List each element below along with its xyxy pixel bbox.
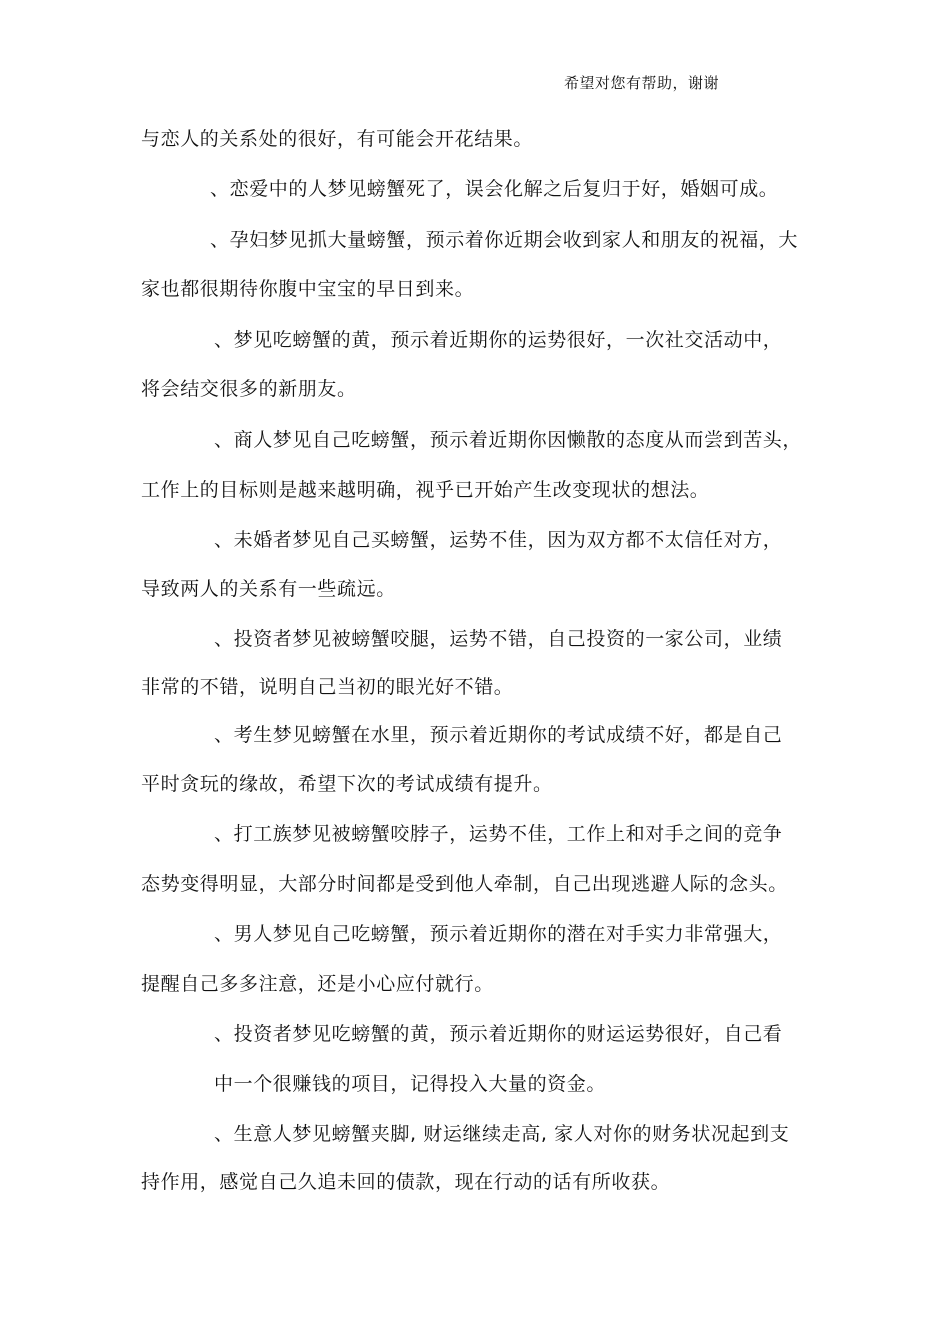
paragraph-line: 提醒自己多多注意，还是小心应付就行。 [141,973,494,995]
paragraph-line: 导致两人的关系有一些疏远。 [141,578,396,600]
paragraph-line: 平时贪玩的缘故，希望下次的考试成绩有提升。 [141,773,553,795]
paragraph-line: 、孕妇梦见抓大量螃蟹，预示着你近期会收到家人和朋友的祝福，大 [210,229,799,251]
paragraph-line: 持作用，感觉自己久追未回的债款，现在行动的话有所收获。 [141,1171,671,1193]
paragraph-line: 中一个很赚钱的项目，记得投入大量的资金。 [214,1073,607,1095]
paragraph-line: 与恋人的关系处的很好，有可能会开花结果。 [141,128,534,150]
paragraph-line: 态势变得明显，大部分时间都是受到他人牵制，自己出现逃避人际的念头。 [141,873,788,895]
paragraph-line: 将会结交很多的新朋友。 [141,378,357,400]
page-header: 希望对您有帮助，谢谢 [564,74,720,92]
paragraph-line: 、未婚者梦见自己买螃蟹，运势不佳，因为双方都不太信任对方， [214,529,783,551]
paragraph-line: 、恋爱中的人梦见螃蟹死了，误会化解之后复归于好，婚姻可成。 [210,178,779,200]
paragraph-line: 、打工族梦见被螃蟹咬脖子，运势不佳，工作上和对手之间的竞争 [214,823,783,845]
paragraph-line: 、男人梦见自己吃螃蟹，预示着近期你的潜在对手实力非常强大， [214,923,783,945]
paragraph-line: 、梦见吃螃蟹的黄，预示着近期你的运势很好，一次社交活动中， [214,329,783,351]
paragraph-line: 、投资者梦见被螃蟹咬腿，运势不错，自己投资的一家公司，业绩 [214,628,783,650]
paragraph-line: 、投资者梦见吃螃蟹的黄，预示着近期你的财运运势很好，自己看 [214,1023,783,1045]
paragraph-line: 、生意人梦见螃蟹夹脚, 财运继续走高, 家人对你的财务状况起到支 [214,1123,790,1145]
paragraph-line: 工作上的目标则是越来越明确，视乎已开始产生改变现状的想法。 [141,479,710,501]
paragraph-line: 、考生梦见螃蟹在水里，预示着近期你的考试成绩不好，都是自己 [214,724,783,746]
paragraph-line: 、商人梦见自己吃螃蟹，预示着近期你因懒散的态度从而尝到苦头， [214,429,803,451]
paragraph-line: 非常的不错，说明自己当初的眼光好不错。 [141,676,514,698]
paragraph-line: 家也都很期待你腹中宝宝的早日到来。 [141,278,475,300]
